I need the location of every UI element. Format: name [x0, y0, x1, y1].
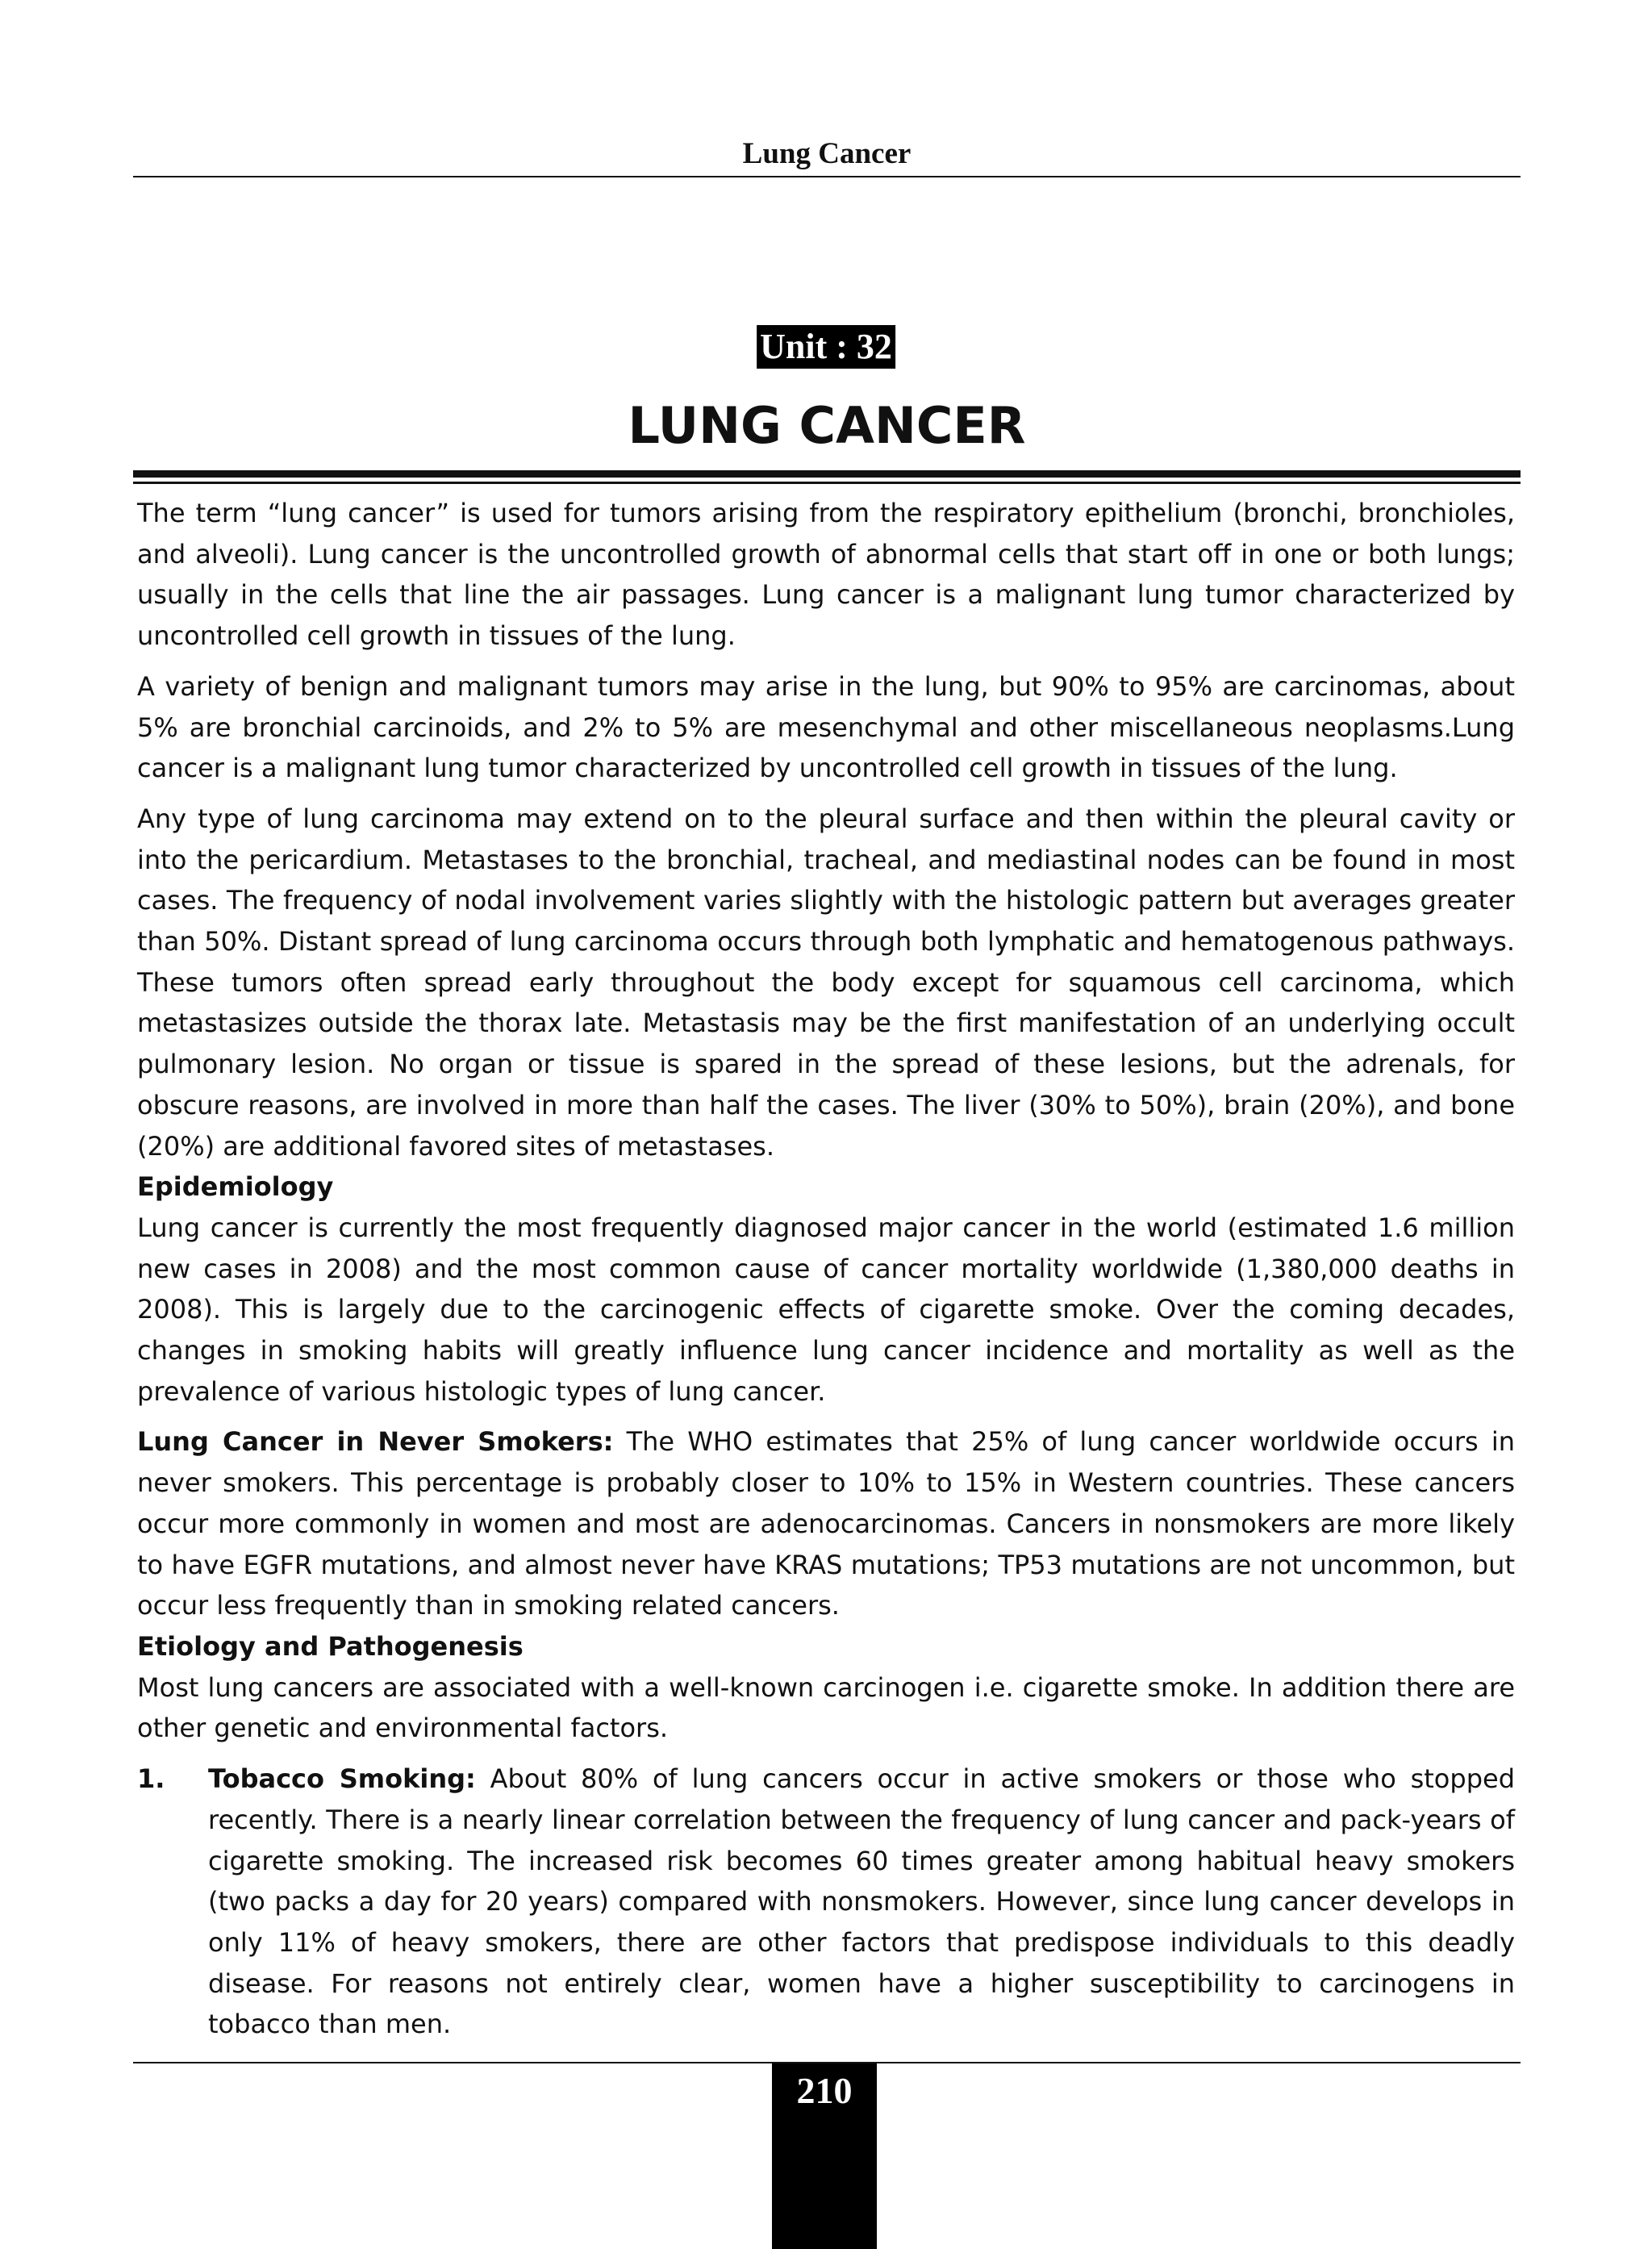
intro-paragraph: Any type of lung carcinoma may extend on to the pleural surface and then within the pleural cavity or into the pericardium. Metastases to the bronchial, tracheal, and mediastinal nodes can be found in most cases. The frequency of nodal involvement varies slightly with the histologic pattern but averages greater than 50%. Distant spread of lung carcinoma occurs through both lymphatic and hematogenous pathways. These tumors often spread early throughout the body except for squamous cell carcinoma, which metastasizes outside the thorax late. Metastasis may be the first manifestation of an underlying occult pulmonary lesion. No organ or tissue is spared in the spread of these lesions, but the adrenals, for obscure reasons, are involved in more than half the cases. The liver (30% to 50%), brain (20%), and bone (20%) are additional favored sites of metastases.: [137, 803, 1515, 1162]
title-rule-thick: [133, 470, 1521, 478]
intro-paragraph: The term “lung cancer” is used for tumors arising from the respiratory epithelium (bronchi, bronchioles, and alveoli). Lung cancer is the uncontrolled growth of abnormal cells that start off in one or both lungs; usually in the cells that line the air passages. Lung cancer is a malignant lung tumor characterized by uncontrolled cell growth in tissues of the lung.: [137, 498, 1515, 652]
unit-title: LUNG CANCER: [628, 396, 1026, 455]
etiology-paragraph: Most lung cancers are associated with a well-known carcinogen i.e. cigarette smoke. In addition there are other genetic and environmental factors.: [137, 1671, 1515, 1744]
numbered-list-item: [137, 1759, 1515, 2045]
list-item-body: About 80% of lung cancers occur in active smokers or those who stopped recently. There is a nearly linear correlation between the frequency of lung cancer and pack-years of cigarette smoking. The increased risk becomes 60 times greater among habitual heavy smokers (two packs a day for 20 years) compared with nonsmokers. However, since lung cancer develops in only 11% of heavy smokers, there are other factors that predispose individuals to this deadly disease. For reasons not entirely clear, women have a higher susceptibility to carcinogens in tobacco than men.: [208, 1763, 1516, 2040]
title-rule-thin: [133, 482, 1521, 484]
running-header: Lung Cancer: [742, 137, 912, 170]
section-heading-epidemiology: Epidemiology: [137, 1171, 334, 1203]
intro-paragraph: A variety of benign and malignant tumors may arise in the lung, but 90% to 95% are carcinomas, about 5% are bronchial carcinoids, and 2% to 5% are mesenchymal and other miscellaneous neoplasms.Lung cancer is a malignant lung tumor characterized by uncontrolled cell growth in tissues of the lung.: [137, 670, 1515, 784]
never-smokers-paragraph: [137, 1421, 1515, 1626]
list-item-number: 1.: [137, 1763, 165, 1795]
header-rule: [133, 176, 1521, 177]
epidemiology-paragraph: Lung cancer is currently the most frequently diagnosed major cancer in the world (estimated 1.6 million new cases in 2008) and the most common cause of cancer mortality worldwide (1,380,000 deaths in 2008). This is largely due to the carcinogenic effects of cigarette smoke. Over the coming decades, changes in smoking habits will greatly influence lung cancer incidence and mortality as well as the prevalence of various histologic types of lung cancer.: [137, 1212, 1515, 1407]
list-item-text: [208, 1759, 1515, 2045]
unit-label: Unit : 32: [757, 325, 895, 369]
never-smokers-text: The WHO estimates that 25% of lung cancer worldwide occurs in never smokers. This percentage is probably closer to 10% to 15% in Western countries. These cancers occur more commonly in women and most are adenocarcinomas. Cancers in nonsmokers are more likely to have EGFR mutations, and almost never have KRAS mutations; TP53 mutations are not uncommon, but occur less frequently than in smoking related cancers.: [137, 1426, 1516, 1621]
section-heading-etiology: Etiology and Pathogenesis: [137, 1630, 524, 1662]
page-number: 210: [772, 2063, 877, 2249]
body-content: [137, 493, 1515, 2045]
never-smokers-lead: Lung Cancer in Never Smokers:: [137, 1426, 614, 1458]
list-item-lead: Tobacco Smoking:: [208, 1763, 476, 1795]
